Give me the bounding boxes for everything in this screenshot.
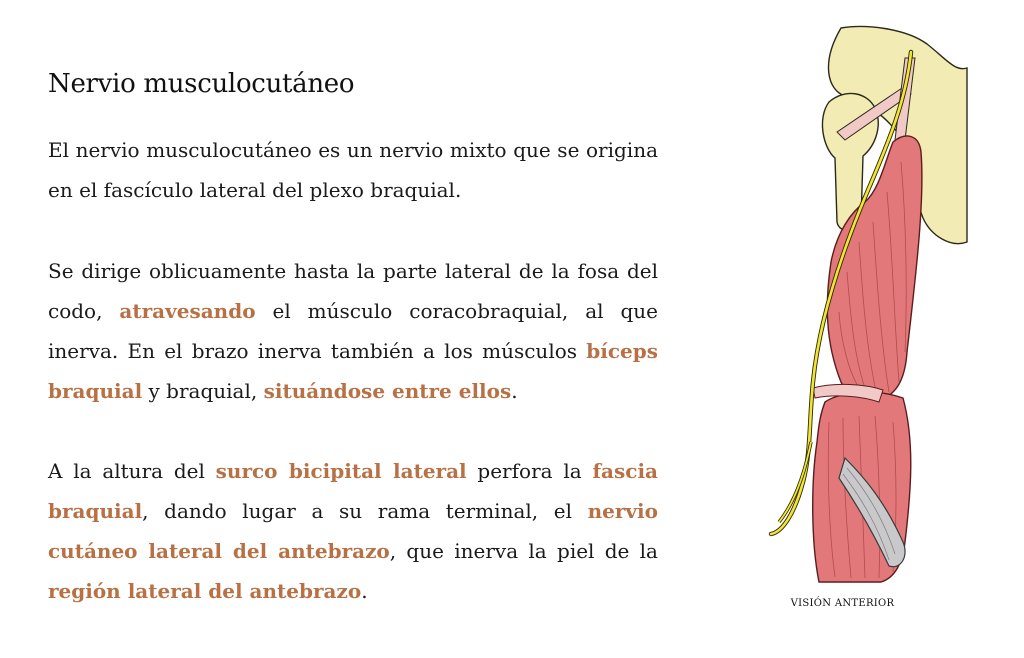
text-segment: Se dirige oblicuamente hasta la parte lateral de la fosa del codo, [48, 259, 658, 323]
text-segment: el músculo coracobraquial, al que inerva. En el brazo inerva también a los músculos [48, 299, 658, 363]
paragraph-terminal-branch [48, 451, 658, 611]
figure-caption: VISIÓN ANTERIOR [790, 598, 895, 609]
text-segment: , dando lugar a su rama terminal, el [142, 499, 588, 523]
text-segment: . [361, 579, 368, 603]
link-biceps-braquial[interactable]: bíceps braquial [48, 339, 658, 403]
link-fascia-braquial[interactable]: fascia braquial [48, 459, 658, 523]
link-nervio-cutaneo-lateral[interactable]: nervio cutáneo lateral del antebrazo [48, 499, 658, 563]
link-atravesando[interactable]: atravesando [119, 299, 256, 323]
page-title: Nervio musculocutáneo [48, 69, 355, 100]
paragraph-origin: El nervio musculocutáneo es un nervio mixto que se origina en el fascículo lateral del plexo braquial. [48, 138, 658, 202]
anatomy-illustration [755, 22, 975, 592]
text-segment: y braquial, [142, 379, 264, 403]
text-segment: . [511, 379, 518, 403]
link-region-lateral-antebrazo[interactable]: región lateral del antebrazo [48, 579, 362, 603]
paragraph-course [48, 251, 658, 411]
text-segment: A la altura del [48, 459, 216, 483]
text-segment: , que inerva la piel de la [389, 539, 658, 563]
link-surco-bicipital-lateral[interactable]: surco bicipital lateral [215, 459, 467, 483]
text-segment: perfora la [466, 459, 593, 483]
link-situandose-entre-ellos[interactable]: situándose entre ellos [263, 379, 512, 403]
